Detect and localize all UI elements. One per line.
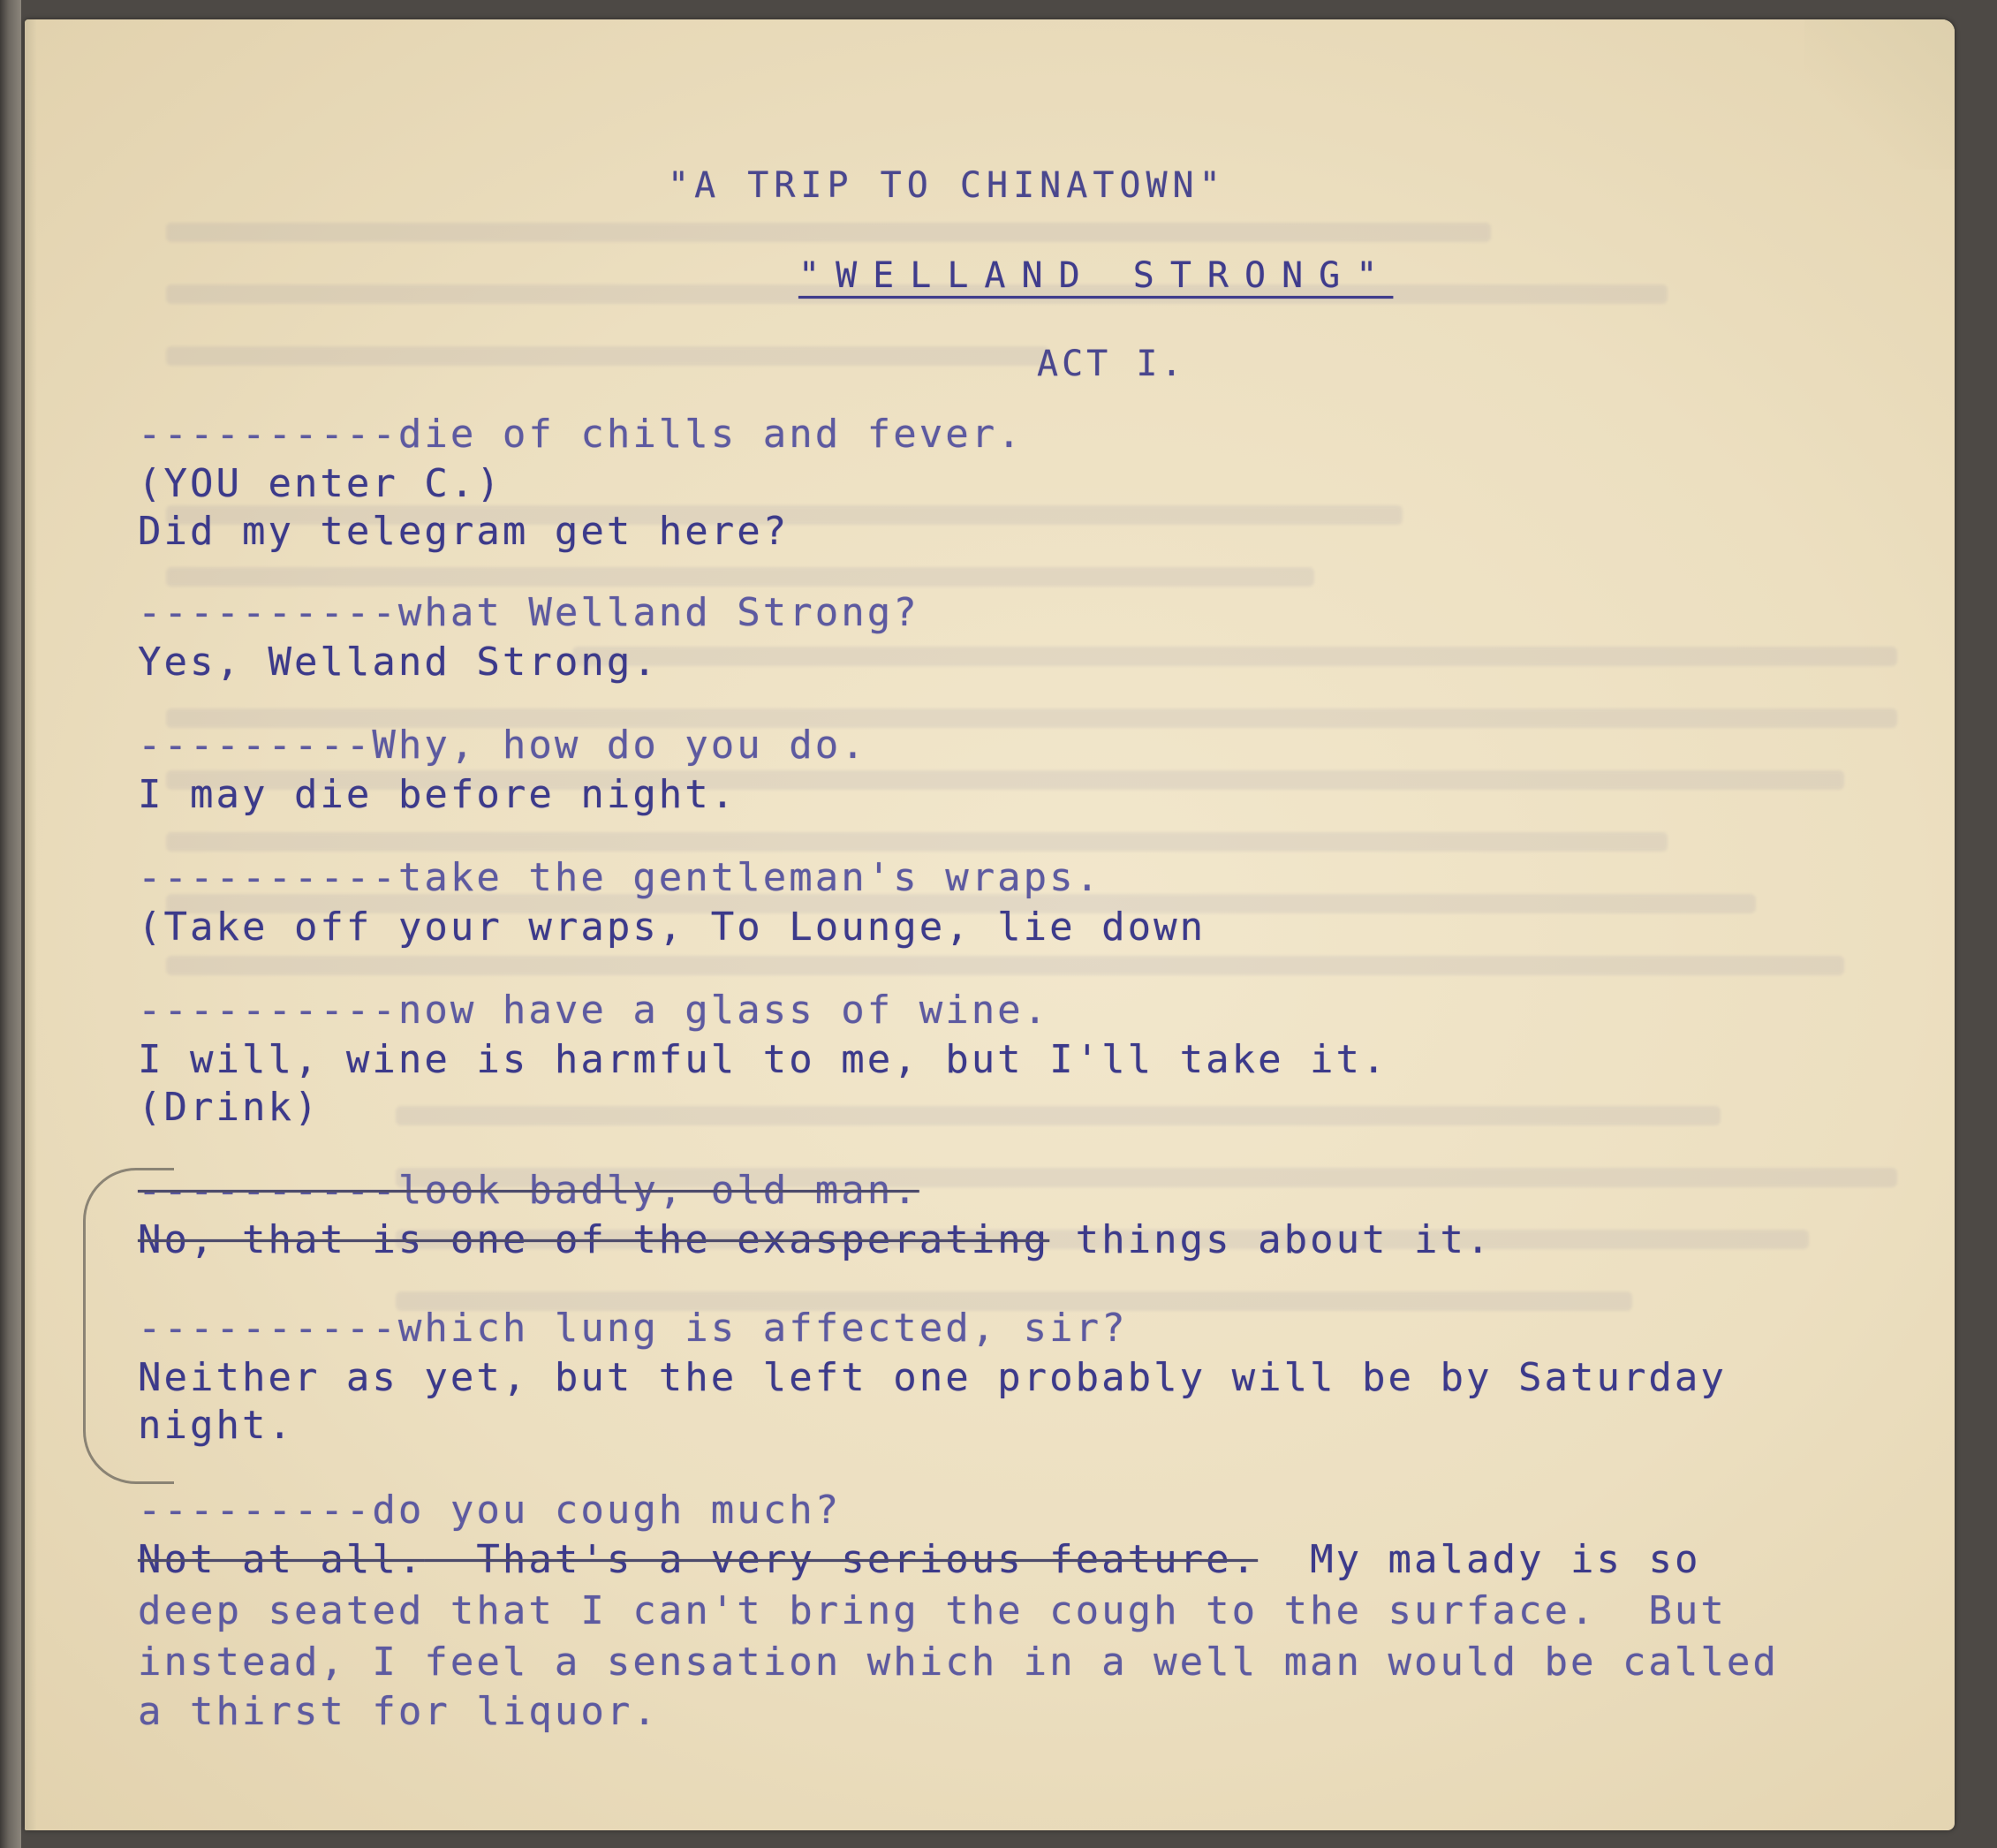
dialogue-line: Neither as yet, but the left one probably will be by Saturday (138, 1355, 1727, 1400)
dialogue-line: a thirst for liquor. (138, 1689, 659, 1734)
dialogue-line: (Take off your wraps, To Lounge, lie down (138, 905, 1207, 950)
cue-line: ---------do you cough much? (138, 1488, 842, 1533)
cue-line: ----------take the gentleman's wraps. (138, 855, 1102, 900)
paper-page (25, 19, 1955, 1830)
dialogue-line: (YOU enter C.) (138, 461, 503, 506)
act-heading: ACT I. (1037, 344, 1186, 384)
struck-text: That's a very serious feature. (424, 1537, 1259, 1582)
character-name: "WELLAND STRONG" (798, 255, 1394, 296)
cue-line: ---------Why, how do you do. (138, 723, 867, 768)
page-corner-fold (1804, 19, 1955, 170)
dialogue-line: Did my telegram get here? (138, 509, 790, 554)
unstruck-text: My malady is so (1258, 1537, 1701, 1582)
dialogue-line: night. (138, 1403, 294, 1448)
struck-text: Not at all. (138, 1537, 425, 1582)
page-edge-shadow (25, 19, 37, 1830)
partly-struck-dialogue-line (138, 1537, 1701, 1582)
book-binding (0, 0, 21, 1848)
dialogue-line: I may die before night. (138, 772, 738, 817)
cue-line: ----------which lung is affected, sir? (138, 1306, 1128, 1351)
dialogue-line: deep seated that I can't bring the cough to the surface. But (138, 1588, 1727, 1633)
struck-cue-line: ----------look badly, old man. (138, 1168, 919, 1213)
stage-direction: (Drink) (138, 1085, 321, 1130)
cue-line: ----------die of chills and fever. (138, 412, 1024, 457)
cue-line: ----------what Welland Strong? (138, 590, 919, 635)
unstruck-text: things about it. (1049, 1217, 1493, 1262)
struck-text: No, that is one of the exasperating (138, 1217, 1050, 1262)
cue-line: ----------now have a glass of wine. (138, 988, 1050, 1033)
dialogue-line: Yes, Welland Strong. (138, 640, 659, 685)
dialogue-line: I will, wine is harmful to me, but I'll take it. (138, 1037, 1388, 1082)
dialogue-line: instead, I feel a sensation which in a well man would be called (138, 1640, 1779, 1685)
partly-struck-dialogue-line (138, 1217, 1493, 1262)
play-title: "A TRIP TO CHINATOWN" (668, 165, 1226, 206)
